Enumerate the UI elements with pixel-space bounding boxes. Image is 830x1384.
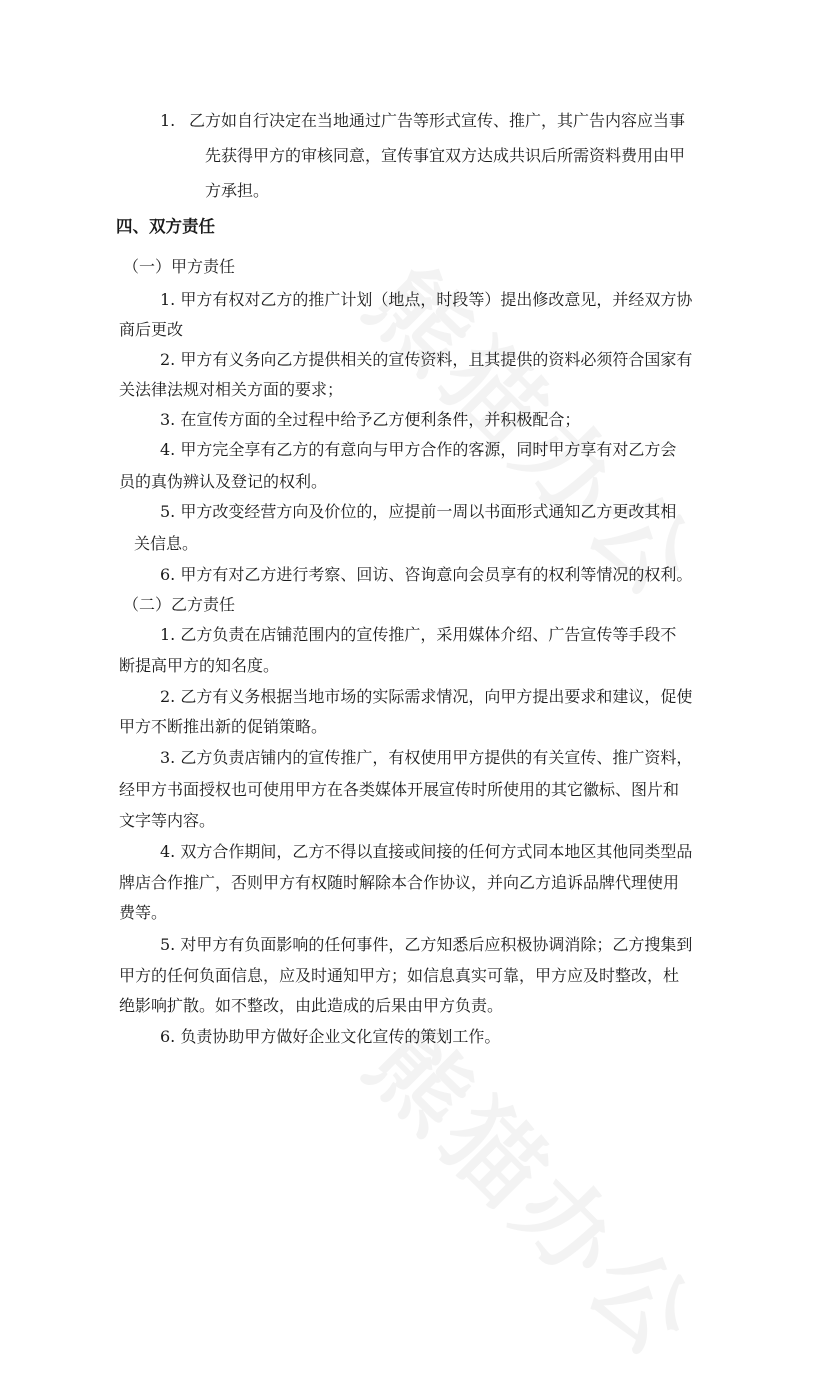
list-item: 6. 甲方有对乙方进行考察、回访、咨询意向会员享有的权利等情况的权利。 <box>160 565 693 584</box>
list-item: 6. 负责协助甲方做好企业文化宣传的策划工作。 <box>160 1027 501 1046</box>
list-item: 断提高甲方的知名度。 <box>119 656 280 675</box>
list-item: 关信息。 <box>134 534 199 553</box>
paragraph-line: 乙方如自行决定在当地通过广告等形式宣传、推广，其广告内容应当事 <box>189 111 686 130</box>
list-item: 商后更改 <box>119 320 184 339</box>
list-item: 2. 乙方有义务根据当地市场的实际需求情况，向甲方提出要求和建议，促使 <box>160 687 693 706</box>
list-item: 甲方的任何负面信息，应及时通知甲方；如信息真实可靠，甲方应及时整改，杜 <box>119 966 680 985</box>
list-item: 甲方不断推出新的促销策略。 <box>119 717 328 736</box>
list-item: 2. 甲方有义务向乙方提供相关的宣传资料，且其提供的资料必须符合国家有 <box>160 350 693 369</box>
list-item: 1. 甲方有权对乙方的推广计划（地点，时段等）提出修改意见，并经双方协 <box>160 290 693 309</box>
list-item: 3. 乙方负责店铺内的宣传推广，有权使用甲方提供的有关宣传、推广资料， <box>160 748 693 767</box>
list-item: 5. 对甲方有负面影响的任何事件，乙方知悉后应积极协调消除；乙方搜集到 <box>160 935 693 954</box>
subsection-heading: （一）甲方责任 <box>123 257 236 276</box>
list-item: 员的真伪辨认及登记的权利。 <box>119 472 328 491</box>
list-item: 4. 双方合作期间，乙方不得以直接或间接的任何方式同本地区其他同类型品 <box>160 842 693 861</box>
list-item: 4. 甲方完全享有乙方的有意向与甲方合作的客源，同时甲方享有对乙方会 <box>160 440 677 459</box>
list-item: 经甲方书面授权也可使用甲方在各类媒体开展宣传时所使用的其它徽标、图片和 <box>119 780 680 799</box>
section-title: 四、双方责任 <box>116 217 215 236</box>
list-item: 3. 在宣传方面的全过程中给予乙方便利条件，并积极配合； <box>160 410 581 429</box>
paragraph-line: 方承担。 <box>205 181 270 200</box>
list-number: 1. <box>160 111 176 130</box>
list-item: 1. 乙方负责在店铺范围内的宣传推广，采用媒体介绍、广告宣传等手段不 <box>160 625 677 644</box>
list-item: 文字等内容。 <box>119 811 216 830</box>
list-item: 5. 甲方改变经营方向及价位的，应提前一周以书面形式通知乙方更改其相 <box>160 502 677 521</box>
list-item: 绝影响扩散。如不整改，由此造成的后果由甲方负责。 <box>119 996 504 1015</box>
paragraph-line: 先获得甲方的审核同意，宣传事宜双方达成共识后所需资料费用由甲 <box>205 146 686 165</box>
list-item: 关法律法规对相关方面的要求； <box>119 380 344 399</box>
list-item: 费等。 <box>119 903 168 922</box>
subsection-heading: （二）乙方责任 <box>123 595 236 614</box>
list-item: 牌店合作推广，否则甲方有权随时解除本合作协议，并向乙方追诉品牌代理使用 <box>119 873 680 892</box>
